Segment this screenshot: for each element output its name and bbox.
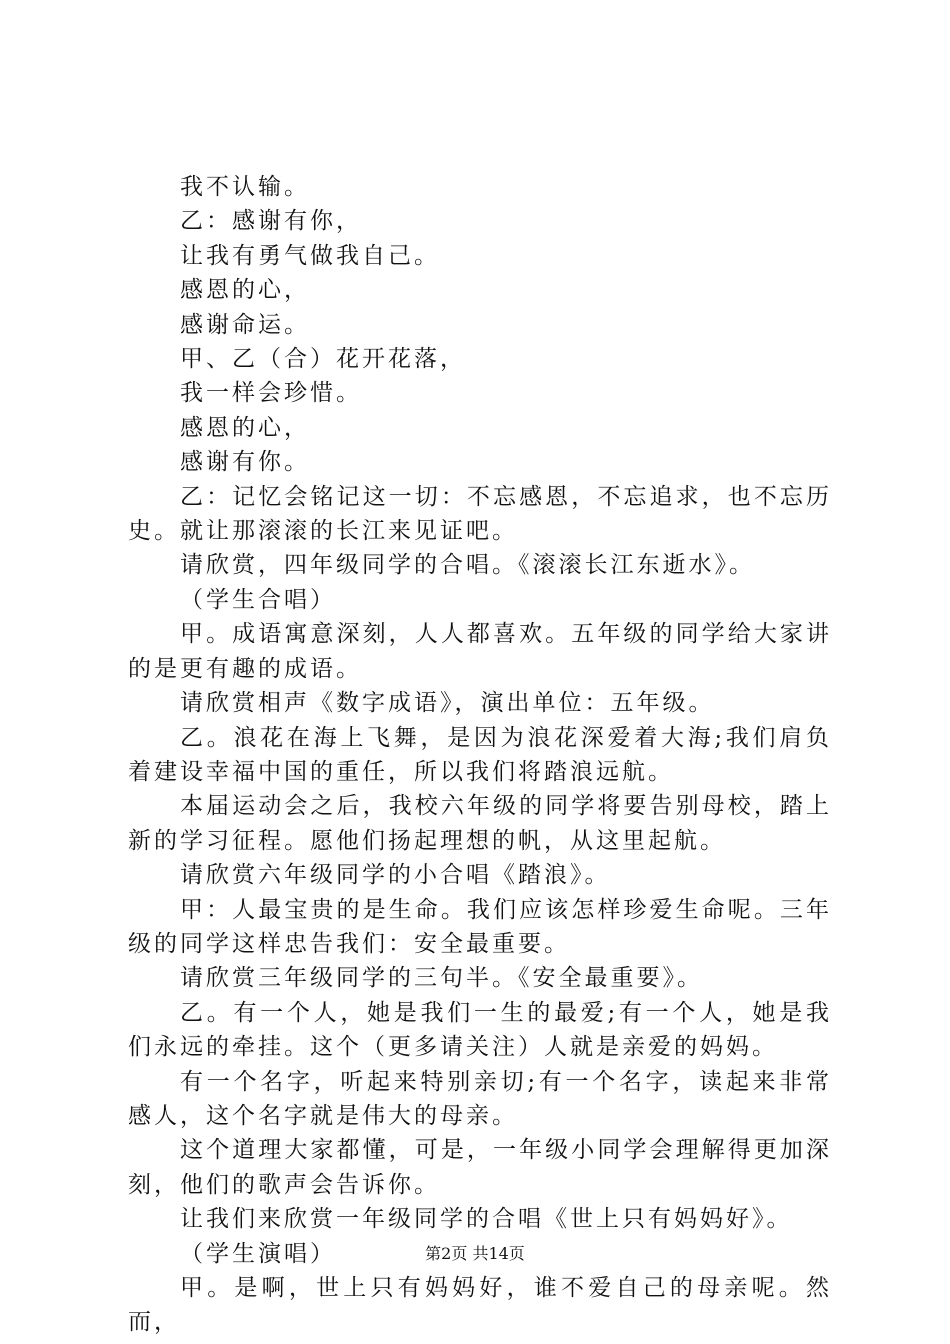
paragraph: 请欣赏六年级同学的小合唱《踏浪》。 [180, 862, 611, 889]
paragraph: 请欣赏，四年级同学的合唱。《滚滚长江东逝水》。 [180, 552, 755, 579]
paragraph: 感恩的心， [180, 414, 310, 441]
paragraph: 让我有勇气做我自己。 [180, 242, 440, 269]
paragraph: 感恩的心， [180, 277, 310, 304]
paragraph: 这个道理大家都懂，可是，一年级小同学会理解得更加深刻，他们的歌声会告诉你。 [128, 1137, 832, 1198]
paragraph: 请欣赏相声《数字成语》，演出单位：五年级。 [180, 690, 715, 717]
paragraph: 我一样会珍惜。 [180, 380, 362, 407]
paragraph: 本届运动会之后，我校六年级的同学将要告别母校，踏上新的学习征程。愿他们扬起理想的帆，从这里起航。 [128, 793, 832, 854]
paragraph: 感谢命运。 [180, 311, 310, 338]
paragraph: 乙：感谢有你， [180, 208, 362, 235]
document-body [128, 170, 832, 1340]
paragraph: 乙。有一个人，她是我们一生的最爱;有一个人，她是我们永远的牵挂。这个（更多请关注）人就是亲爱的妈妈。 [128, 999, 832, 1061]
paragraph: 感谢有你。 [180, 449, 310, 476]
paragraph: 甲。是啊，世上只有妈妈好，谁不爱自己的母亲呢。然而， [128, 1275, 832, 1336]
page-number-footer: 第2页 共14页 [425, 1244, 525, 1263]
paragraph: 乙：记忆会铭记这一切：不忘感恩，不忘追求，也不忘历史。就让那滚滚的长江来见证吧。 [128, 483, 832, 545]
paragraph: 甲、乙（合）花开花落， [180, 346, 466, 373]
paragraph: 甲：人最宝贵的是生命。我们应该怎样珍爱生命呢。三年级的同学这样忠告我们：安全最重要。 [128, 896, 832, 957]
paragraph: 甲。成语寓意深刻，人人都喜欢。五年级的同学给大家讲的是更有趣的成语。 [128, 621, 832, 682]
paragraph: 让我们来欣赏一年级同学的合唱《世上只有妈妈好》。 [180, 1206, 793, 1233]
paragraph: 我不认输。 [180, 174, 310, 200]
paragraph: 乙。浪花在海上飞舞，是因为浪花深爱着大海;我们肩负着建设幸福中国的重任，所以我们将踏浪远航。 [128, 724, 832, 785]
paragraph: （学生合唱） [180, 586, 336, 613]
paragraph: 有一个名字，听起来特别亲切;有一个名字，读起来非常感人，这个名字就是伟大的母亲。 [128, 1068, 832, 1129]
paragraph: 请欣赏三年级同学的三句半。《安全最重要》。 [180, 965, 703, 992]
paragraph: （学生演唱） [180, 1240, 336, 1267]
